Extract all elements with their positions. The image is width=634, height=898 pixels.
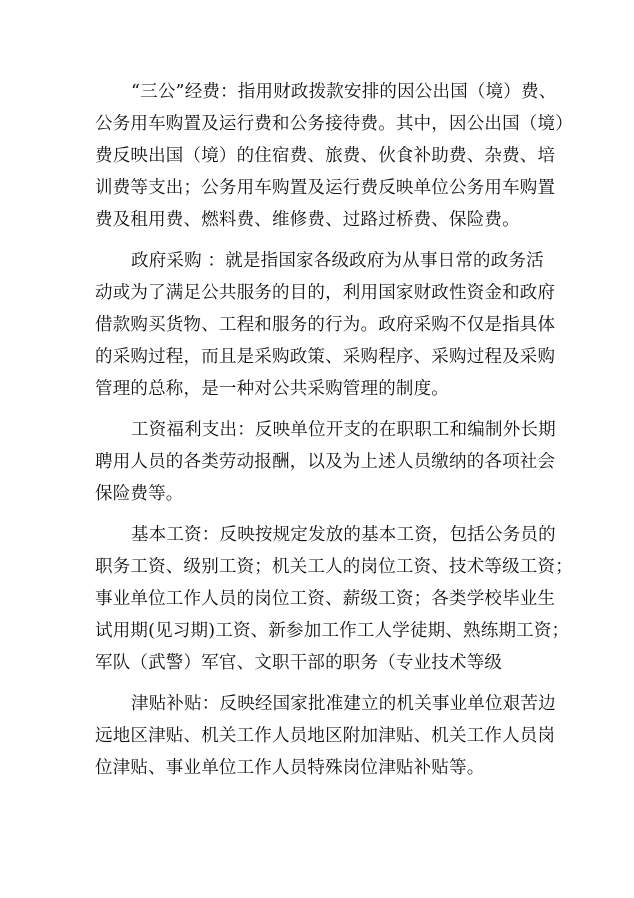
text-line: 公务用车购置及运行费和公务接待费。其中，因公出国（境） (95, 114, 573, 134)
text-line: 费反映出国（境）的住宿费、旅费、伙食补助费、杂费、培 (95, 146, 556, 166)
text-line: 动或为了满足公共服务的目的，利用国家财政性资金和政府 (95, 283, 556, 303)
paragraph-government-procurement (95, 245, 556, 405)
text-line: 事业单位工作人员的岗位工资、薪级工资；各类学校毕业生 (95, 589, 556, 609)
text-line: “三公”经费：指用财政拨款安排的因公出国（境）费、 (131, 82, 557, 102)
paragraph-allowances (95, 688, 556, 784)
document-body (95, 76, 573, 793)
text-line: 试用期(见习期)工资、新参加工作工人学徒期、熟练期工资； (95, 621, 570, 641)
text-line: 的采购过程，而且是采购政策、采购程序、采购过程及采购 (95, 347, 556, 367)
text-line: 远地区津贴、机关工作人员地区附加津贴、机关工作人员岗 (95, 726, 556, 746)
text-line: 军队（武警）军官、文职干部的职务（专业技术等级 (95, 653, 503, 673)
text-line: 工资福利支出：反映单位开支的在职职工和编制外长期 (131, 420, 556, 440)
text-line: 借款购买货物、工程和服务的行为。政府采购不仅是指具体 (95, 315, 556, 335)
text-line: 费及租用费、燃料费、维修费、过路过桥费、保险费。 (95, 210, 520, 230)
text-line: 训费等支出；公务用车购置及运行费反映单位公务用车购置 (95, 178, 556, 198)
paragraph-basic-wage (95, 519, 573, 679)
text-line: 位津贴、事业单位工作人员特殊岗位津贴补贴等。 (95, 758, 485, 778)
text-line: 职务工资、级别工资；机关工人的岗位工资、技术等级工资； (95, 557, 573, 577)
paragraph-sangong-expenses (95, 76, 573, 236)
text-line: 津贴补贴：反映经国家批准建立的机关事业单位艰苦边 (131, 694, 556, 714)
text-line: 基本工资：反映按规定发放的基本工资，包括公务员的 (131, 525, 556, 545)
text-line: 政府采购 ：就是指国家各级政府为从事日常的政务活 (131, 251, 544, 271)
text-line: 保险费等。 (95, 484, 184, 504)
text-line: 聘用人员的各类劳动报酬，以及为上述人员缴纳的各项社会 (95, 452, 556, 472)
paragraph-wage-welfare (95, 414, 556, 510)
text-line: 管理的总称，是一种对公共采购管理的制度。 (95, 379, 449, 399)
